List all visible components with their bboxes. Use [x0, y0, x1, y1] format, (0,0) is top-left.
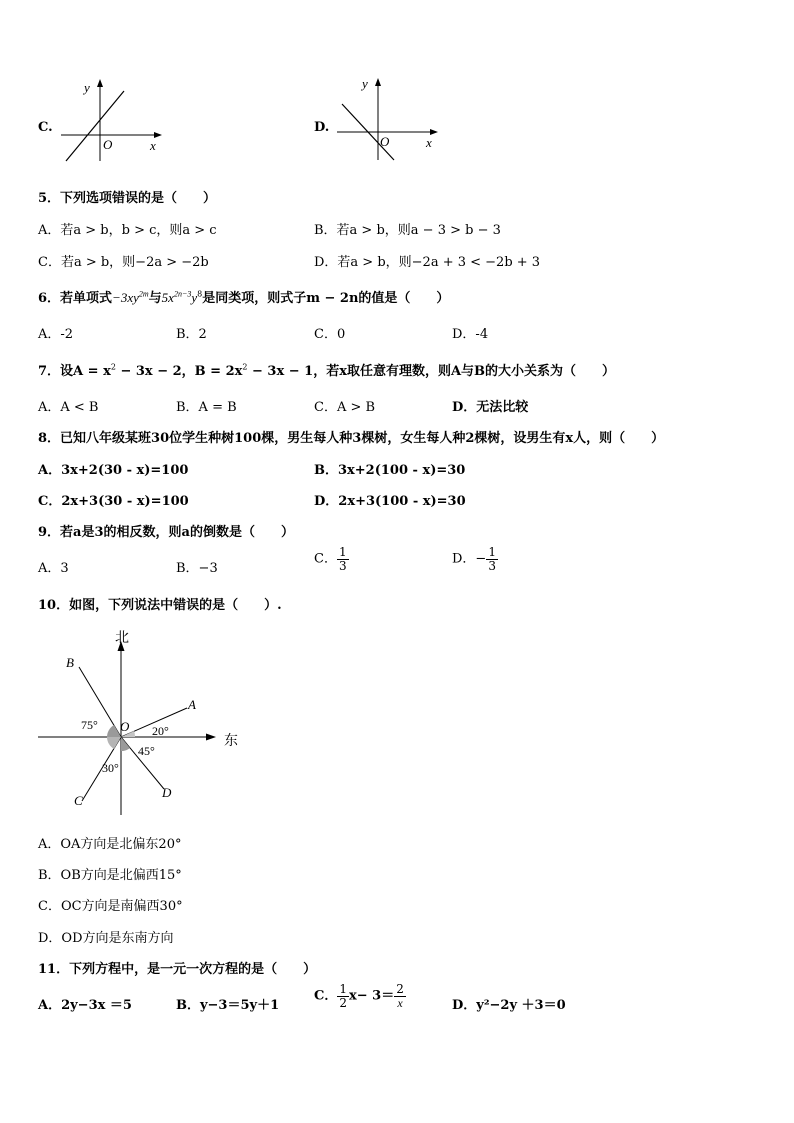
- q7-sq2: 2: [242, 362, 248, 372]
- point-b-label: B: [66, 655, 74, 670]
- north-label: 北: [115, 631, 129, 646]
- graph-d-y: y: [362, 76, 368, 91]
- q6-option-b: B．2: [176, 327, 207, 342]
- angle-30-mark: [107, 737, 121, 749]
- point-c-label: C: [74, 793, 83, 808]
- q6-option-d: D．-4: [452, 327, 489, 342]
- angle-75-label: 75°: [81, 718, 98, 732]
- q9-stem: 9．若a是3的相反数，则a的倒数是（ ）: [38, 525, 294, 540]
- q6-mid: 与: [148, 291, 162, 306]
- q11-c-fraction-2: [394, 983, 406, 1009]
- q11-option-a: A．2y−3x ＝5: [38, 998, 132, 1013]
- angle-45-mark: [121, 737, 130, 751]
- q6-expr2: 5x: [161, 290, 174, 305]
- q9-option-b: B．−3: [176, 561, 218, 576]
- q9-d-numerator: 1: [488, 545, 496, 559]
- east-arrow-icon: [206, 734, 216, 741]
- q5-option-b: B．若a > b，则a − 3 > b − 3: [314, 223, 501, 238]
- q11-c-denominator-1: 2: [339, 995, 347, 1010]
- q10-option-a: A．OA方向是北偏东20°: [38, 837, 182, 852]
- angle-30-label: 30°: [102, 761, 119, 775]
- q9-option-c-fraction: [337, 546, 349, 572]
- q8-option-c: C．2x+3(30 - x)=100: [38, 494, 189, 509]
- graph-d-origin: O: [380, 134, 390, 149]
- origin-o-label: O: [120, 719, 130, 734]
- graph-c-y: y: [84, 80, 90, 95]
- q11-option-c-label: C．: [314, 988, 338, 1004]
- q9-option-a: A．3: [38, 561, 69, 576]
- graph-d: [334, 72, 444, 164]
- q5-option-c: C．若a > b，则−2a > −2b: [38, 255, 209, 270]
- q11-option-c: [314, 983, 406, 1009]
- q6-option-c: C．0: [314, 327, 346, 342]
- q8-option-d: D．2x+3(100 - x)=30: [314, 494, 466, 509]
- angle-75-mark: [107, 725, 121, 737]
- graph-c-x: x: [150, 138, 156, 153]
- graph-d-x: x: [426, 135, 432, 150]
- q11-c-mid: x− 3＝: [349, 988, 395, 1004]
- q10-option-b: B．OB方向是北偏西15°: [38, 868, 182, 883]
- q10-direction-figure: [34, 625, 249, 820]
- q6-stem: [38, 287, 449, 306]
- q11-stem: 11．下列方程中，是一元一次方程的是（ ）: [38, 962, 317, 977]
- east-label: 东: [224, 734, 238, 749]
- q8-option-a: A．3x+2(30 - x)=100: [38, 463, 189, 478]
- point-d-label: D: [162, 785, 172, 800]
- q11-c-numerator-1: 1: [339, 982, 347, 996]
- q9-d-denominator: 3: [488, 558, 496, 573]
- q6-expr2b: y: [191, 290, 198, 305]
- q11-c-numerator-2: 2: [396, 982, 404, 996]
- q11-c-fraction-1: [337, 983, 349, 1009]
- q6-exp3: 8: [197, 289, 203, 299]
- q10-option-d: D．OD方向是东南方向: [38, 931, 174, 946]
- q9-option-c: [314, 546, 349, 572]
- q8-stem: 8．已知八年级某班30位学生种树100棵，男生每人种3棵树，女生每人种2棵树，设男生有x人，则（ ）: [38, 431, 665, 446]
- q7-stem: [38, 360, 615, 379]
- q9-option-d-fraction: [486, 546, 498, 572]
- q7-stem-post: − 3x − 1，若x取任意有理数，则A与B的大小关系为（ ）: [247, 364, 616, 379]
- q9-c-numerator: 1: [338, 545, 347, 559]
- point-a-label: A: [188, 697, 196, 712]
- q8-option-b: B．3x+2(100 - x)=30: [314, 463, 466, 478]
- q6-exp2: 2n−3: [173, 289, 192, 299]
- graph-c-line: [66, 91, 124, 161]
- q6-option-a: A．-2: [38, 327, 74, 342]
- q7-sq1: 2: [110, 362, 116, 372]
- q10-stem: 10．如图，下列说法中错误的是（ ）.: [38, 598, 282, 613]
- angle-20-label: 20°: [152, 724, 169, 738]
- q11-c-denominator-2: x: [397, 995, 403, 1010]
- q6-stem-pre: 6．若单项式: [38, 291, 113, 306]
- q5-option-d: D．若a > b，则−2a + 3 < −2b + 3: [314, 255, 541, 270]
- q7-stem-mid: − 3x − 2，B = 2x: [115, 364, 243, 379]
- q6-expr1: −3xy: [112, 290, 139, 305]
- q7-stem-pre: 7．设A = x: [38, 364, 111, 379]
- q10-option-c: C．OC方向是南偏西30°: [38, 899, 183, 914]
- q5-option-a: A．若a > b，b > c，则a > c: [38, 223, 217, 238]
- q9-c-denominator: 3: [338, 558, 347, 573]
- angle-45-label: 45°: [138, 744, 155, 758]
- q6-exp1: 2m: [138, 289, 149, 299]
- graph-c-origin: O: [103, 137, 113, 152]
- q7-option-c: C．A > B: [314, 400, 376, 415]
- q9-option-d-label: D．−: [452, 551, 487, 567]
- q7-option-b: B．A = B: [176, 400, 237, 415]
- q7-option-d: D．无法比较: [452, 400, 529, 415]
- q9-option-c-label: C．: [314, 551, 337, 567]
- q7-option-a: A．A < B: [38, 400, 99, 415]
- graph-c: [58, 75, 168, 165]
- q11-option-d: D．y²−2y ＋3＝0: [452, 998, 566, 1013]
- option-d-label: D.: [314, 120, 330, 135]
- q11-option-b: B．y−3＝5y＋1: [176, 998, 280, 1013]
- q5-stem: 5．下列选项错误的是（ ）: [38, 191, 217, 206]
- option-c-label: C.: [38, 120, 53, 135]
- q9-option-d: [452, 546, 498, 572]
- q6-stem-post: 是同类项，则式子m − 2n的值是（ ）: [202, 291, 450, 306]
